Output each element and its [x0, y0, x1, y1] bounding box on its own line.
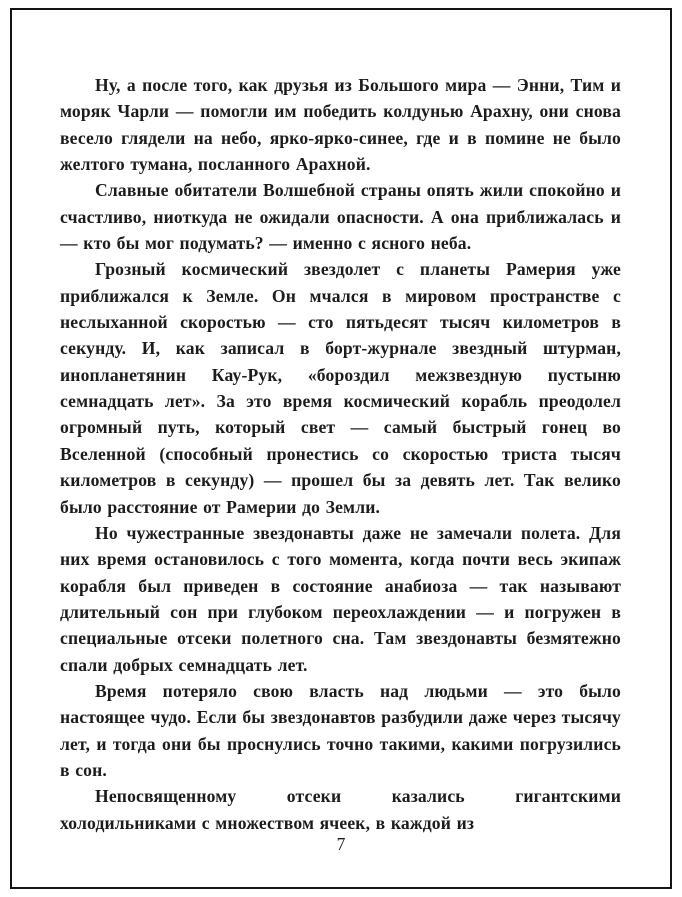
- page-number: 7: [336, 834, 346, 854]
- paragraph: Славные обитатели Волшебной страны опять жили спокойно и счастливо, ниоткуда не ожидали опасности. А она приближалась и — кто бы мог подумать? — именно с ясного неба.: [60, 180, 621, 254]
- text-block: [60, 72, 621, 836]
- paragraph: Время потеряло свою власть над людьми — это было настоящее чудо. Если бы звездонавтов разбудили даже через тысячу лет, и тогда они бы проснулись точно такими, какими погрузились в сон.: [60, 680, 621, 780]
- paragraph: Но чужестранные звездонавты даже не замечали полета. Для них время остановилось с того момента, когда почти весь экипаж корабля был приведен в состояние анабиоза — так называют длительный сон при глубоком переохлаждении — и погружен в специальные отсеки полетного сна. Там звездонавты безмятежно спали добрых семнадцать лет.: [60, 522, 621, 675]
- paragraph: Ну, а после того, как друзья из Большого мира — Энни, Тим и моряк Чарли — помогли им победить колдунью Арахну, они снова весело глядели на небо, ярко-ярко-синее, где и в помине не было желтого тумана, посланного Арахной.: [60, 75, 621, 175]
- paragraph: Грозный космический звездолет с планеты Рамерия уже приближался к Земле. Он мчался в мировом пространстве с неслыханной скоростью — сто пятьдесят тысяч километров в секунду. И, как записал в борт-журнале звездный штурман, инопланетянин Кау-Рук, «бороздил межзвездную пустыню семнадцать лет». За это время космический корабль преодолел огромный путь, который свет — самый быстрый гонец во Вселенной (способный пронестись со скоростью триста тысяч километров в секунду) — прошел бы за девять лет. Так велико было расстояние от Рамерии до Земли.: [60, 259, 621, 517]
- paragraph: Непосвященному отсеки казались гигантскими холодильниками с множеством ячеек, в каждой из: [60, 786, 621, 833]
